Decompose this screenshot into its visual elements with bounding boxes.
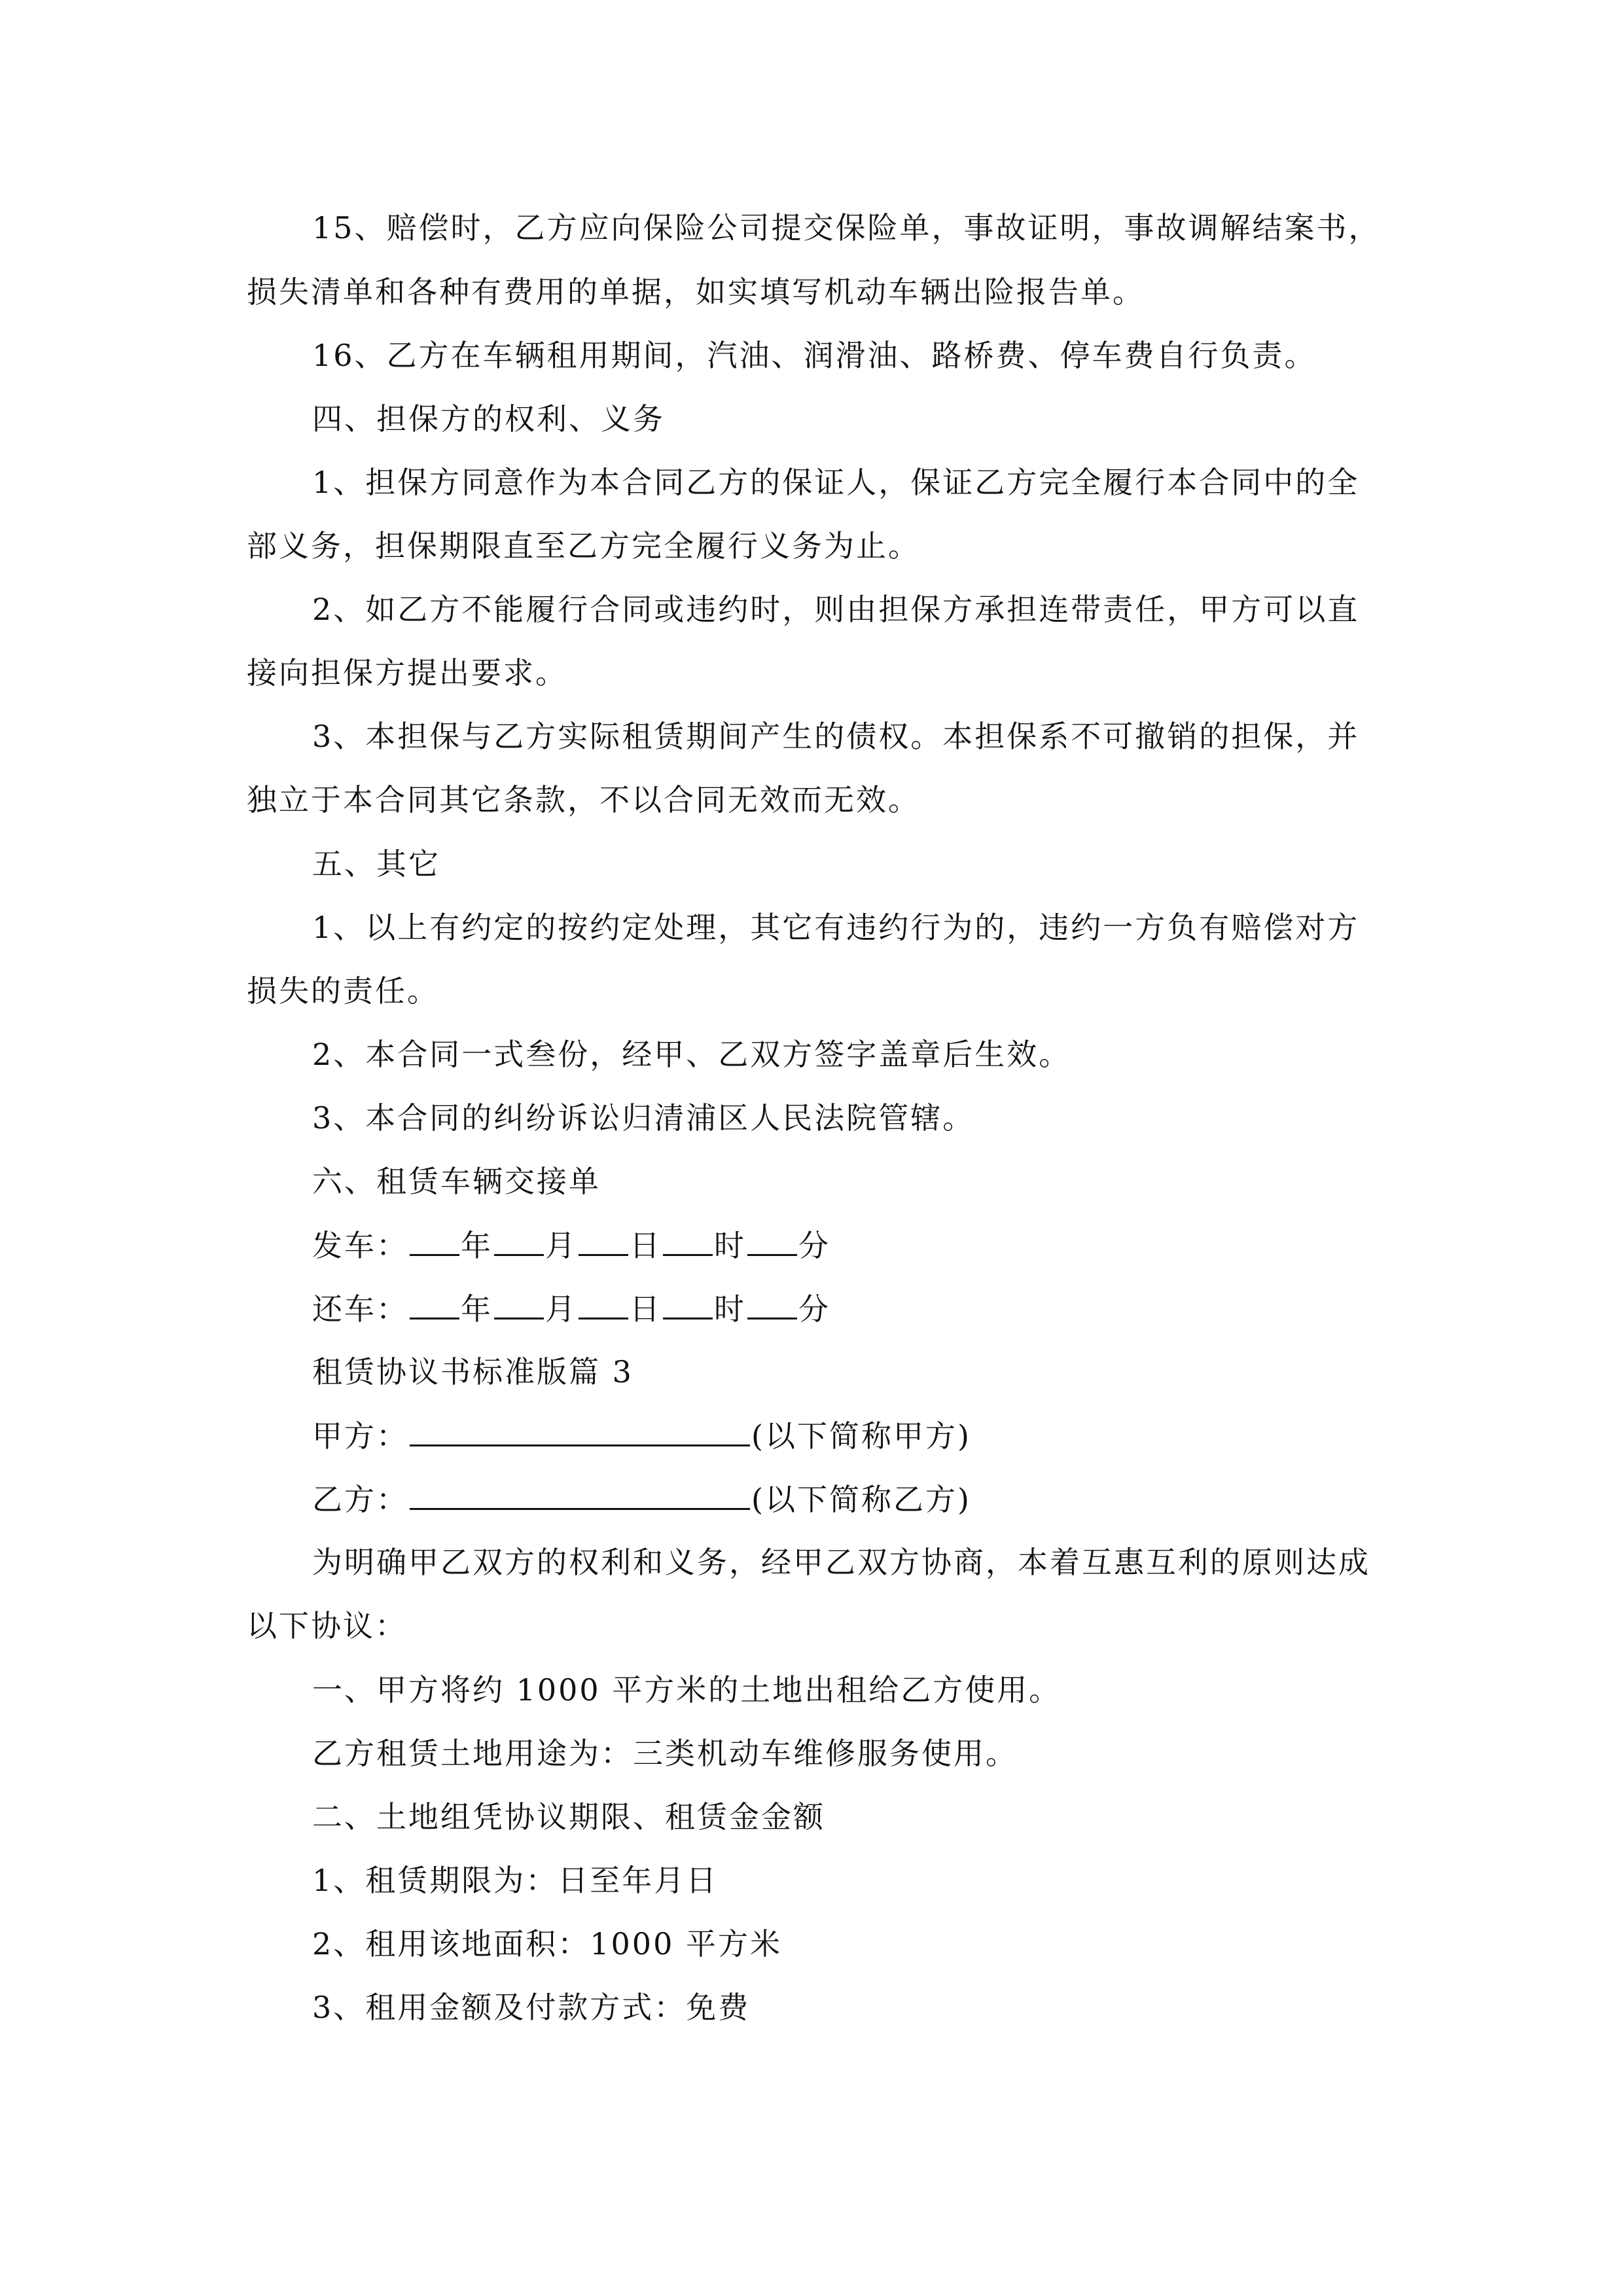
guarantor-item-1-line-2: 部义务，担保期限直至乙方完全履行义务为止。 [247, 528, 920, 564]
party-a-row [312, 1416, 971, 1456]
return-day-blank [579, 1289, 628, 1319]
guarantor-item-3-line-2: 独立于本合同其它条款，不以合同无效而无效。 [247, 782, 920, 817]
depart-month-unit: 月 [545, 1228, 577, 1263]
depart-year-unit: 年 [461, 1228, 493, 1263]
return-month-unit: 月 [545, 1291, 577, 1327]
preamble-line-2: 以下协议： [247, 1608, 407, 1643]
clause-2-heading: 二、土地组凭协议期限、租赁金金额 [312, 1799, 825, 1835]
return-minute-unit: 分 [798, 1291, 830, 1327]
return-year-unit: 年 [461, 1291, 493, 1327]
paragraph-16: 16、乙方在车辆租用期间，汽油、润滑油、路桥费、停车费自行负责。 [312, 338, 1317, 373]
section-heading-other: 五、其它 [312, 846, 440, 882]
other-item-1-line-1: 1、以上有约定的按约定处理，其它有违约行为的，违约一方负有赔偿对方 [312, 910, 1360, 945]
paragraph-15-line-2: 损失清单和各种有费用的单据，如实填写机动车辆出险报告单。 [247, 274, 1145, 310]
depart-day-unit: 日 [630, 1228, 662, 1263]
depart-minute-blank [747, 1225, 797, 1256]
return-row [312, 1289, 830, 1329]
return-hour-blank [663, 1289, 713, 1319]
guarantor-item-3-line-1: 3、本担保与乙方实际租赁期间产生的债权。本担保系不可撤销的担保，并 [312, 719, 1360, 754]
return-hour-unit: 时 [714, 1291, 746, 1327]
clause-2-item-1: 1、租赁期限为：日至年月日 [312, 1863, 719, 1898]
depart-month-blank [494, 1225, 544, 1256]
guarantor-item-2-line-2: 接向担保方提出要求。 [247, 655, 567, 691]
party-b-label: 乙方： [312, 1482, 408, 1517]
other-item-2: 2、本合同一式叁份，经甲、乙双方签字盖章后生效。 [312, 1037, 1071, 1072]
party-b-blank [410, 1479, 750, 1510]
section-title: 租赁协议书标准版篇 3 [312, 1354, 633, 1390]
return-year-blank [410, 1289, 459, 1319]
guarantor-item-2-line-1: 2、如乙方不能履行合同或违约时，则由担保方承担连带责任，甲方可以直 [312, 592, 1360, 627]
depart-day-blank [579, 1225, 628, 1256]
return-minute-blank [747, 1289, 797, 1319]
depart-label: 发车： [312, 1228, 408, 1263]
party-a-note: (以下简称甲方) [751, 1418, 971, 1454]
guarantor-item-1-line-1: 1、担保方同意作为本合同乙方的保证人，保证乙方完全履行本合同中的全 [312, 465, 1360, 500]
section-heading-handover: 六、租赁车辆交接单 [312, 1164, 601, 1199]
clause-1: 一、甲方将约 1000 平方米的土地出租给乙方使用。 [312, 1672, 1061, 1708]
preamble-line-1: 为明确甲乙双方的权利和义务，经甲乙双方协商，本着互惠互利的原则达成 [312, 1545, 1370, 1580]
clause-2-item-2: 2、租用该地面积：1000 平方米 [312, 1926, 782, 1962]
depart-hour-unit: 时 [714, 1228, 746, 1263]
party-b-row [312, 1479, 971, 1519]
return-day-unit: 日 [630, 1291, 662, 1327]
paragraph-15-line-1: 15、赔偿时，乙方应向保险公司提交保险单，事故证明，事故调解结案书， [312, 210, 1381, 245]
depart-hour-blank [663, 1225, 713, 1256]
return-month-blank [494, 1289, 544, 1319]
depart-row [312, 1225, 830, 1265]
depart-minute-unit: 分 [798, 1228, 830, 1263]
section-heading-guarantor: 四、担保方的权利、义务 [312, 401, 665, 437]
depart-year-blank [410, 1225, 459, 1256]
return-label: 还车： [312, 1291, 408, 1327]
clause-2-item-3: 3、租用金额及付款方式：免费 [312, 1990, 751, 2025]
other-item-3: 3、本合同的纠纷诉讼归清浦区人民法院管辖。 [312, 1100, 975, 1136]
other-item-1-line-2: 损失的责任。 [247, 973, 439, 1009]
party-a-blank [410, 1416, 750, 1446]
clause-1-usage: 乙方租赁土地用途为：三类机动车维修服务使用。 [312, 1736, 1018, 1771]
party-b-note: (以下简称乙方) [751, 1482, 971, 1517]
party-a-label: 甲方： [312, 1418, 408, 1454]
